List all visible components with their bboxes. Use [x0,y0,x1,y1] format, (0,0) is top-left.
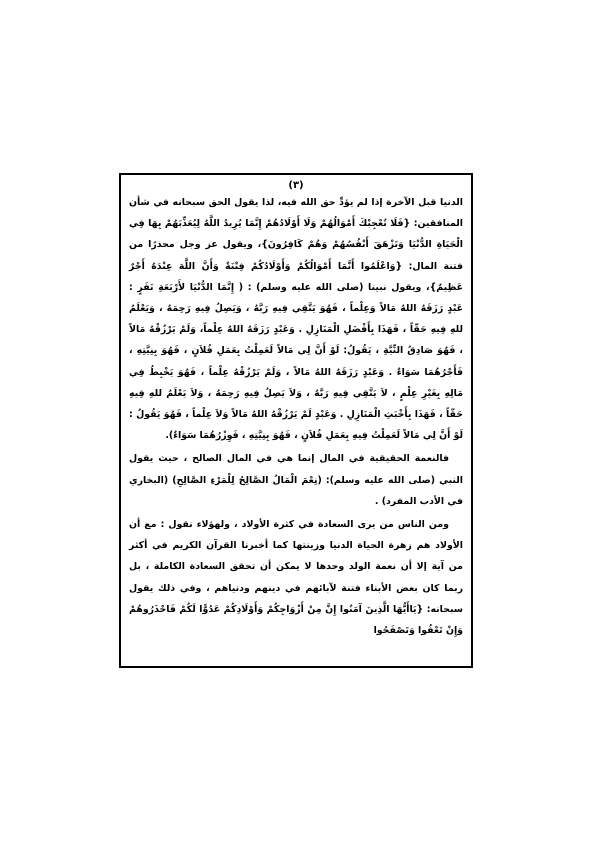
paragraph-1: الدنيا قبل الآخرة إذا لم يؤدِّ حق الله فيه، لذا يقول الحق سبحانه في شأن المنافقين: {فَلَا تُعْجِبْكَ أَمْوَالُهُمْ وَلَا أَوْلَادُهُمْ إِنَّمَا يُرِيدُ اللَّهُ لِيُعَذِّبَهُمْ بِهَا فِي الْحَيَاةِ الدُّنْيَا وَتَزْهَقَ أَنْفُسُهُمْ وَهُمْ كَافِرُونَ}، ويقول عز وجل محذرًا من فتنة المال: {وَاعْلَمُوا أَنَّمَا أَمْوَالُكُمْ وَأَوْلَادُكُمْ فِتْنَةٌ وَأَنَّ اللَّهَ عِنْدَهُ أَجْرٌ عَظِيمٌ}، ويقول نبينا (صلى الله عليه وسلم) : ( إِنَّمَا الدُّنْيَا لأَرْبَعَةِ نَفَرٍ : عَبْدٍ رَزَقَهُ اللهُ مَالاً وَعِلْماً ، فَهُوَ يَتَّقِي فِيهِ رَبَّهُ ، وَيَصِلُ فِيهِ رَحِمَهُ ، وَيَعْلَمُ للهِ فِيهِ حَقّاً ، فَهَذَا بِأَفْضَلِ الْمَنَازِلِ . وَعَبْدٍ رَزَقَهُ اللهُ عِلْماً، وَلَمْ يَرْزُقْهُ مَالاً ، فَهُوَ صَادِقُ النِّيَّةِ ، يَقُولُ: لَوْ أَنَّ لِي مَالاً لَعَمِلْتُ بِعَمَلِ فُلاَنٍ ، فَهُوَ بِنِيَّتِهِ ، فَأَجْرُهُمَا سَوَاءٌ . وَعَبْدٍ رَزَقَهُ اللهُ مَالاً ، وَلَمْ يَرْزُقْهُ عِلْماً ، فَهُوَ يَخْبِطُ فِي مَالِهِ بِغَيْرِ عِلْمٍ ، لاَ يَتَّقِي فِيهِ رَبَّهُ ، وَلاَ يَصِلُ فِيهِ رَحِمَهُ ، وَلاَ يَعْلَمُ للهِ فِيهِ حَقّاً ، فَهَذَا بِأَخْبَثِ الْمَنَازِلِ . وَعَبْدٍ لَمْ يَرْزُقْهُ اللهُ مَالاً وَلاَ عِلْماً ، فَهُوَ يَقُولُ : لَوْ أَنَّ لِي مَالاً لَعَمِلْتُ فِيهِ بِعَمَلِ فُلاَنٍ ، فَهُوَ بِنِيَّتِهِ ، فَوِزْرُهُمَا سَوَاءٌ). [129,197,463,442]
page-body [121,192,471,641]
page-number: (٣) [288,180,304,191]
paragraph-2: فالنعمة الحقيقية في المال إنما هي في المال الصالح ، حيث يقول النبي (صلى الله عليه وسلم): (نِعْمَ الْمَالُ الصَّالِحُ لِلْمَرْءِ الصَّالِحِ) (البخاري في الأدب المفرد) . [129,453,463,507]
page-frame [119,173,473,668]
paragraph-3: ومن الناس من يرى السعادة في كثرة الأولاد ، ولهؤلاء نقول : مع أن الأولاد هم زهرة الحياة الدنيا وزينتها كما أخبرنا القرآن الكريم في أكثر من آية إلا أن نعمة الولد وحدها لا يمكن أن تحقق السعادة الكاملة ، بل ربما كان بعض الأبناء فتنة لآبائهم في دينهم ودنياهم ، وفي ذلك يقول سبحانه: {يَاأَيُّهَا الَّذِينَ آمَنُوا إِنَّ مِنْ أَزْوَاجِكُمْ وَأَوْلَادِكُمْ عَدُوًّا لَكُمْ فَاحْذَرُوهُمْ وَإِنْ تَعْفُوا وَتَصْفَحُوا [129,519,463,637]
